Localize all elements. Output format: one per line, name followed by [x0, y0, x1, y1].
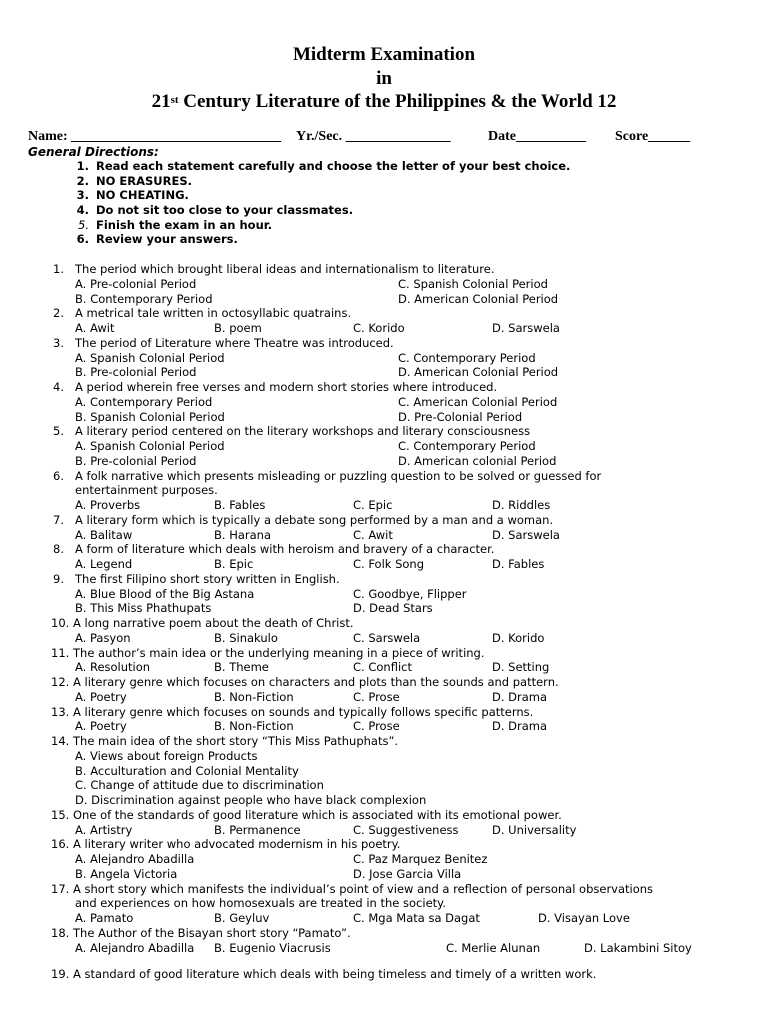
- direction-text: NO CHEATING.: [96, 188, 189, 203]
- choice-row: [0, 793, 768, 808]
- answer-choice[interactable]: B. Geyluv: [214, 911, 270, 925]
- questions-section: [0, 262, 768, 982]
- question-text: A literary genre which focuses on characters and plots than the sounds and pattern.: [73, 675, 559, 689]
- answer-choice[interactable]: A. Alejandro Abadilla: [75, 940, 195, 955]
- question-text: A standard of good literature which deals with being timeless and timely of a written work.: [73, 967, 597, 982]
- question-text: A literary period centered on the literary workshops and literary consciousness: [75, 424, 531, 439]
- answer-choice[interactable]: A. Poetry: [75, 689, 127, 704]
- answer-choice[interactable]: C. American Colonial Period: [398, 394, 558, 409]
- answer-choice[interactable]: D. American Colonial Period: [398, 291, 559, 306]
- choice-row: [0, 395, 768, 410]
- answer-choice[interactable]: C. Merlie Alunan: [446, 940, 541, 955]
- question-stem: [0, 483, 768, 498]
- direction-number: 1.: [76, 159, 89, 173]
- answer-choice[interactable]: C. Goodbye, Flipper: [353, 586, 467, 601]
- choice-row: [0, 823, 768, 838]
- choice-row: [0, 660, 768, 675]
- question-number: 17.: [51, 881, 70, 896]
- name-field[interactable]: Name: ______________________________: [28, 129, 282, 144]
- question-text: A folk narrative which presents misleading or puzzling question to be solved or guessed for: [75, 468, 602, 483]
- answer-choice[interactable]: B. poem: [214, 321, 262, 335]
- answer-choice[interactable]: B. Contemporary Period: [75, 291, 213, 306]
- question-number: 14.: [51, 734, 70, 748]
- answer-choice[interactable]: A. Spanish Colonial Period: [75, 350, 225, 365]
- answer-choice[interactable]: A. Artistry: [75, 822, 133, 837]
- answer-choice[interactable]: A. Contemporary Period: [75, 394, 213, 409]
- question-stem: [0, 542, 768, 557]
- question-number: 7.: [53, 512, 64, 527]
- question-stem: [0, 734, 768, 749]
- answer-choice[interactable]: D. Pre-Colonial Period: [398, 409, 523, 424]
- answer-choice[interactable]: C. Prose: [353, 689, 400, 704]
- question-text: A metrical tale written in octosyllabic quatrains.: [75, 306, 352, 321]
- question-text: A form of literature which deals with heroism and bravery of a character.: [75, 542, 495, 557]
- question-stem: [0, 424, 768, 439]
- answer-choice[interactable]: A. Blue Blood of the Big Astana: [75, 586, 255, 601]
- answer-choice[interactable]: D. Universality: [492, 822, 577, 837]
- answer-choice[interactable]: A. Views about foreign Products: [75, 748, 258, 763]
- question-number: 12.: [51, 675, 70, 689]
- question-number: 3.: [53, 335, 64, 350]
- question-stem: [0, 882, 768, 897]
- answer-choice[interactable]: C. Paz Marquez Benitez: [353, 852, 488, 866]
- question-stem: [0, 616, 768, 631]
- question-text: A period wherein free verses and modern short stories where introduced.: [75, 380, 498, 394]
- choice-row: [0, 587, 768, 602]
- answer-choice[interactable]: D. Discrimination against people who have black complexion: [75, 793, 427, 807]
- question-number: 4.: [53, 380, 64, 394]
- answer-choice[interactable]: D. Sarswela: [492, 527, 560, 542]
- question-text: A short story which manifests the individual’s point of view and a reflection of personal observations: [73, 881, 654, 896]
- answer-choice[interactable]: B. Non-Fiction: [214, 719, 294, 734]
- answer-choice[interactable]: C. Contemporary Period: [398, 350, 536, 365]
- answer-choice[interactable]: A. Proverbs: [75, 498, 141, 512]
- answer-choice[interactable]: C. Korido: [353, 321, 405, 335]
- answer-choice[interactable]: D. Drama: [492, 689, 548, 704]
- answer-choice[interactable]: D. American Colonial Period: [398, 365, 559, 380]
- title-course: Century Literature of the Philippines & the World 12: [178, 91, 617, 112]
- answer-choice[interactable]: B. Fables: [214, 498, 266, 512]
- question-number: 15.: [51, 807, 70, 822]
- choice-row: [0, 778, 768, 793]
- direction-text: Finish the exam in an hour.: [96, 217, 273, 232]
- question-stem: [0, 336, 768, 351]
- question-text: One of the standards of good literature which is associated with its emotional power.: [73, 807, 562, 822]
- question-stem: [0, 675, 768, 690]
- direction-number: 2.: [76, 173, 89, 188]
- answer-choice[interactable]: A. Spanish Colonial Period: [75, 439, 225, 453]
- question-stem: [0, 572, 768, 587]
- question-number: 18.: [51, 925, 70, 940]
- question-stem: [0, 646, 768, 661]
- answer-choice[interactable]: B. Angela Victoria: [75, 866, 178, 881]
- question-text: and experiences on how homosexuals are treated in the society.: [75, 896, 446, 911]
- question-stem: [0, 380, 768, 395]
- answer-choice[interactable]: B. Acculturation and Colonial Mentality: [75, 763, 299, 778]
- answer-choice[interactable]: D. Riddles: [492, 498, 551, 512]
- question-stem: [0, 837, 768, 852]
- answer-choice[interactable]: D. Korido: [492, 630, 545, 645]
- choice-row: [0, 454, 768, 469]
- answer-choice[interactable]: B. Permanence: [214, 822, 301, 837]
- choice-row: [0, 351, 768, 366]
- choice-row: [0, 749, 768, 764]
- direction-number: 3.: [76, 188, 89, 203]
- yr-sec-field[interactable]: Yr./Sec. _______________: [296, 129, 451, 144]
- choice-row: [0, 719, 768, 734]
- direction-number: 4.: [76, 203, 89, 218]
- answer-choice[interactable]: C. Mga Mata sa Dagat: [353, 911, 480, 925]
- answer-choice[interactable]: C. Suggestiveness: [353, 822, 459, 837]
- question-number: 9.: [53, 571, 64, 586]
- answer-choice[interactable]: A. Pamato: [75, 911, 134, 925]
- choice-row: [0, 631, 768, 646]
- answer-choice[interactable]: C. Sarswela: [353, 630, 421, 645]
- question-stem: [0, 306, 768, 321]
- question-number: 2.: [53, 306, 64, 321]
- question-stem: [0, 513, 768, 528]
- exam-title-line-1: Midterm Examination: [292, 44, 476, 65]
- question-text: A literary writer who advocated modernism in his poetry.: [73, 837, 401, 852]
- answer-choice[interactable]: A. Pasyon: [75, 630, 131, 645]
- choice-row: [0, 601, 768, 616]
- direction-item: [0, 218, 768, 233]
- direction-text: Read each statement carefully and choose the letter of your best choice.: [96, 159, 571, 173]
- spacer: [0, 955, 768, 967]
- answer-choice[interactable]: A. Awit: [75, 321, 115, 335]
- direction-text: NO ERASURES.: [96, 173, 192, 188]
- question-number: 16.: [51, 837, 70, 852]
- answer-choice[interactable]: C. Contemporary Period: [398, 439, 536, 453]
- answer-choice[interactable]: A. Resolution: [75, 660, 151, 675]
- directions-list: [0, 159, 768, 247]
- answer-choice[interactable]: D. American colonial Period: [398, 453, 557, 468]
- question-stem: [0, 808, 768, 823]
- answer-choice[interactable]: C. Awit: [353, 527, 393, 542]
- question-number: 19.: [51, 967, 70, 982]
- question-text: A literary genre which focuses on sounds and typically follows specific patterns.: [73, 704, 534, 719]
- answer-choice[interactable]: C. Epic: [353, 498, 393, 512]
- answer-choice[interactable]: B. Pre-colonial Period: [75, 453, 197, 468]
- choice-row: [0, 410, 768, 425]
- answer-choice[interactable]: D. Jose Garcia Villa: [353, 866, 462, 881]
- answer-choice[interactable]: B. Sinakulo: [214, 630, 278, 645]
- question-stem: [0, 926, 768, 941]
- question-number: 1.: [53, 262, 64, 276]
- question-stem: [0, 896, 768, 911]
- question-text: The first Filipino short story written in English.: [75, 571, 340, 586]
- answer-choice[interactable]: B. Pre-colonial Period: [75, 365, 197, 380]
- question-stem: [0, 262, 768, 277]
- choice-row: [0, 528, 768, 543]
- direction-text: Review your answers.: [96, 232, 238, 247]
- direction-item: [0, 203, 768, 218]
- direction-item: [0, 174, 768, 189]
- answer-choice[interactable]: B. Eugenio Viacrusis: [214, 940, 331, 955]
- general-directions-heading: General Directions:: [28, 145, 159, 159]
- question-text: entertainment purposes.: [75, 483, 218, 498]
- choice-row: [0, 439, 768, 454]
- direction-number: 6.: [76, 232, 89, 247]
- answer-choice[interactable]: D. Dead Stars: [353, 601, 433, 616]
- direction-item: [0, 188, 768, 203]
- answer-choice[interactable]: C. Prose: [353, 719, 400, 734]
- choice-row: [0, 365, 768, 380]
- choice-row: [0, 292, 768, 307]
- choice-row: [0, 277, 768, 292]
- question-number: 5.: [53, 424, 64, 439]
- answer-choice[interactable]: C. Conflict: [353, 660, 412, 675]
- direction-item: [0, 159, 768, 174]
- choice-row: [0, 764, 768, 779]
- answer-choice[interactable]: A. Balitaw: [75, 527, 133, 542]
- exam-title-line-3: [0, 91, 768, 113]
- question-text: The Author of the Bisayan short story “Pamato”.: [73, 925, 351, 940]
- choice-row: [0, 690, 768, 705]
- choice-row: [0, 852, 768, 867]
- title-superscript: st: [170, 94, 179, 106]
- answer-choice[interactable]: B. Non-Fiction: [214, 689, 294, 704]
- question-text: A literary form which is typically a debate song performed by a man and a woman.: [75, 512, 554, 527]
- question-number: 10.: [51, 616, 70, 630]
- direction-number: 5.: [78, 217, 89, 232]
- answer-choice[interactable]: B. Spanish Colonial Period: [75, 409, 225, 424]
- choice-row: [0, 498, 768, 513]
- answer-choice[interactable]: D. Lakambini Sitoy: [584, 940, 692, 955]
- title-number: 21: [151, 91, 171, 112]
- answer-choice[interactable]: B. This Miss Phathupats: [75, 601, 212, 616]
- answer-choice[interactable]: A. Poetry: [75, 719, 127, 734]
- question-text: The period which brought liberal ideas and internationalism to literature.: [75, 262, 495, 276]
- date-field[interactable]: Date__________: [488, 129, 586, 144]
- question-text: The period of Literature where Theatre was introduced.: [75, 335, 394, 350]
- question-text: A long narrative poem about the death of Christ.: [73, 616, 354, 630]
- score-field[interactable]: Score______: [615, 129, 691, 144]
- answer-choice[interactable]: B. Epic: [214, 557, 254, 571]
- answer-choice[interactable]: D. Visayan Love: [538, 911, 630, 925]
- answer-choice[interactable]: B. Theme: [214, 660, 269, 675]
- answer-choice[interactable]: C. Change of attitude due to discrimination: [75, 778, 324, 793]
- choice-row: [0, 941, 768, 956]
- answer-choice[interactable]: A. Legend: [75, 557, 133, 571]
- answer-choice[interactable]: A. Alejandro Abadilla: [75, 852, 195, 866]
- answer-choice[interactable]: D. Setting: [492, 660, 550, 675]
- question-stem: [0, 967, 768, 982]
- question-text: The author’s main idea or the underlying meaning in a piece of writing.: [73, 645, 485, 660]
- choice-row: [0, 867, 768, 882]
- question-number: 6.: [53, 468, 64, 483]
- answer-choice[interactable]: D. Sarswela: [492, 321, 560, 335]
- answer-choice[interactable]: B. Harana: [214, 527, 272, 542]
- exam-title-line-2: in: [376, 68, 392, 89]
- answer-choice[interactable]: A. Pre-colonial Period: [75, 276, 197, 291]
- question-text: The main idea of the short story “This Miss Pathuphats”.: [73, 734, 399, 748]
- direction-text: Do not sit too close to your classmates.: [96, 203, 354, 218]
- question-number: 11.: [51, 645, 70, 660]
- direction-item: [0, 232, 768, 247]
- answer-choice[interactable]: D. Fables: [492, 557, 545, 571]
- answer-choice[interactable]: D. Drama: [492, 719, 548, 734]
- question-stem: [0, 705, 768, 720]
- answer-choice[interactable]: C. Spanish Colonial Period: [398, 276, 548, 291]
- question-stem: [0, 469, 768, 484]
- choice-row: [0, 321, 768, 336]
- question-number: 8.: [53, 542, 64, 557]
- choice-row: [0, 911, 768, 926]
- choice-row: [0, 557, 768, 572]
- question-number: 13.: [51, 704, 70, 719]
- answer-choice[interactable]: C. Folk Song: [353, 557, 425, 571]
